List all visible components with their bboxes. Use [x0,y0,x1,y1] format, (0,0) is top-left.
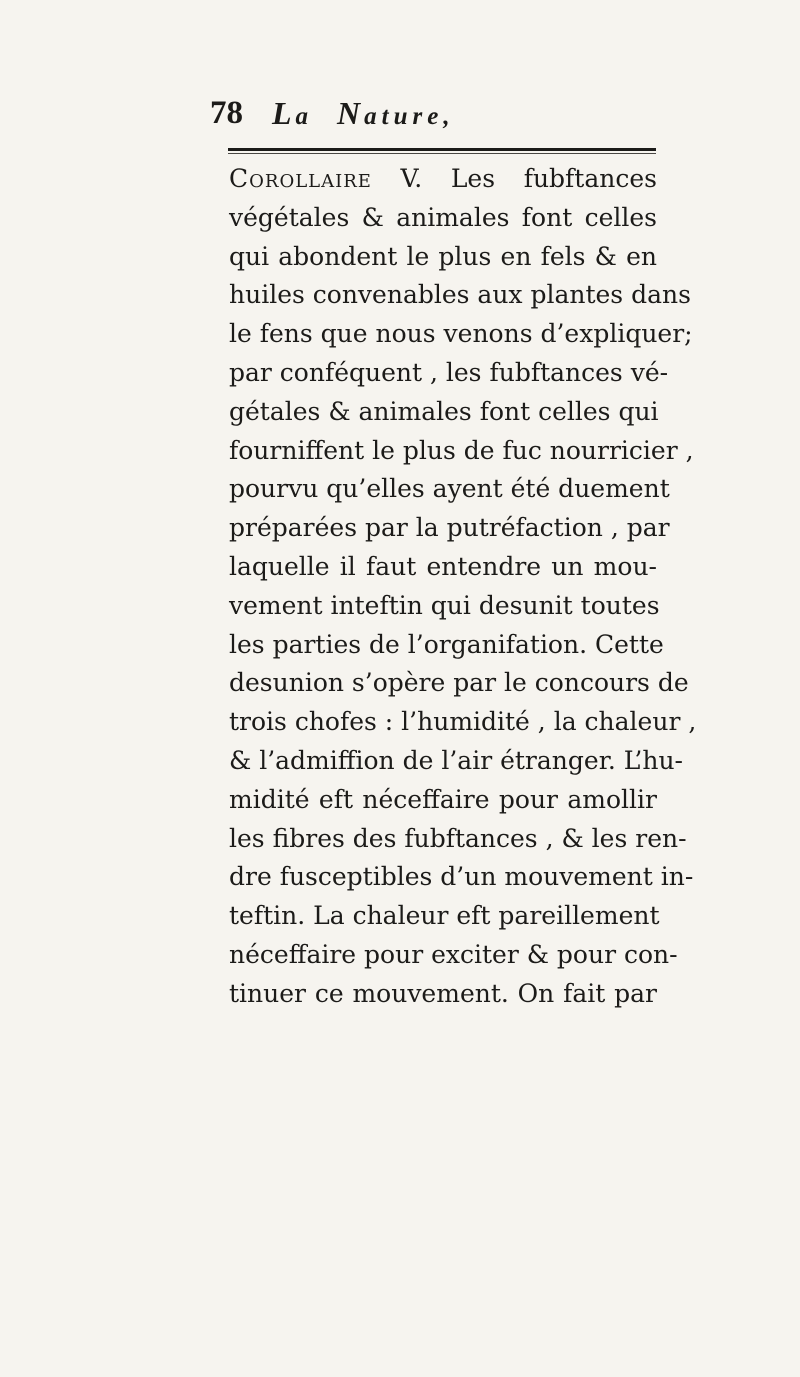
text-line: gétales & animales font celles qui [229,396,659,426]
text-line: végétales & animales font celles [229,202,657,232]
text-line: néceffaire pour exciter & pour con- [229,939,678,969]
text-line: desunion s’opère par le concours de [229,668,689,698]
title-initial-1: L [272,95,296,131]
text-line: par conféquent , les fubftances vé- [229,357,669,387]
text-line: fourniffent le plus de fuc nourricier , [229,435,694,465]
text-line: huiles convenables aux plantes dans [229,280,691,310]
text-line: préparées par la putréfaction , par [229,513,670,543]
running-title [272,96,455,134]
text-line: midité eft néceffaire pour amollir [229,784,657,814]
title-rest-1: a [295,103,314,130]
text-line: le fens que nous venons d’expliquer; [229,319,693,349]
text-line: laquelle il faut entendre un mou- [229,551,657,581]
text-line: les fibres des fubftances , & les ren- [229,823,687,853]
title-rest-2: ature, [364,103,455,130]
text-line: qui abondent le plus en fels & en [229,241,657,271]
body-text [229,160,697,1014]
title-initial-2: N [337,95,365,131]
text-line: trois chofes : l’humidité , la chaleur , [229,707,697,737]
header-rule-thin [228,153,656,154]
text-line: tinuer ce mouvement. On fait par [229,978,657,1008]
running-header [210,96,666,130]
header-rule [228,148,656,151]
corollary-heading: Corollaire [229,164,372,193]
text-line: teftin. La chaleur eft pareillement [229,901,660,931]
text-line: pourvu qu’elles ayent été duement [229,474,670,504]
text-line: les parties de l’organifation. Cette [229,629,664,659]
text-line: vement inteftin qui desunit toutes [229,590,660,620]
text-line: & l’admiffion de l’air étranger. L’hu- [229,745,683,775]
page-number: 78 [210,95,243,131]
text-line: Corollaire V. Les fubftances [229,164,657,193]
text-line: dre fusceptibles d’un mouvement in- [229,862,694,892]
